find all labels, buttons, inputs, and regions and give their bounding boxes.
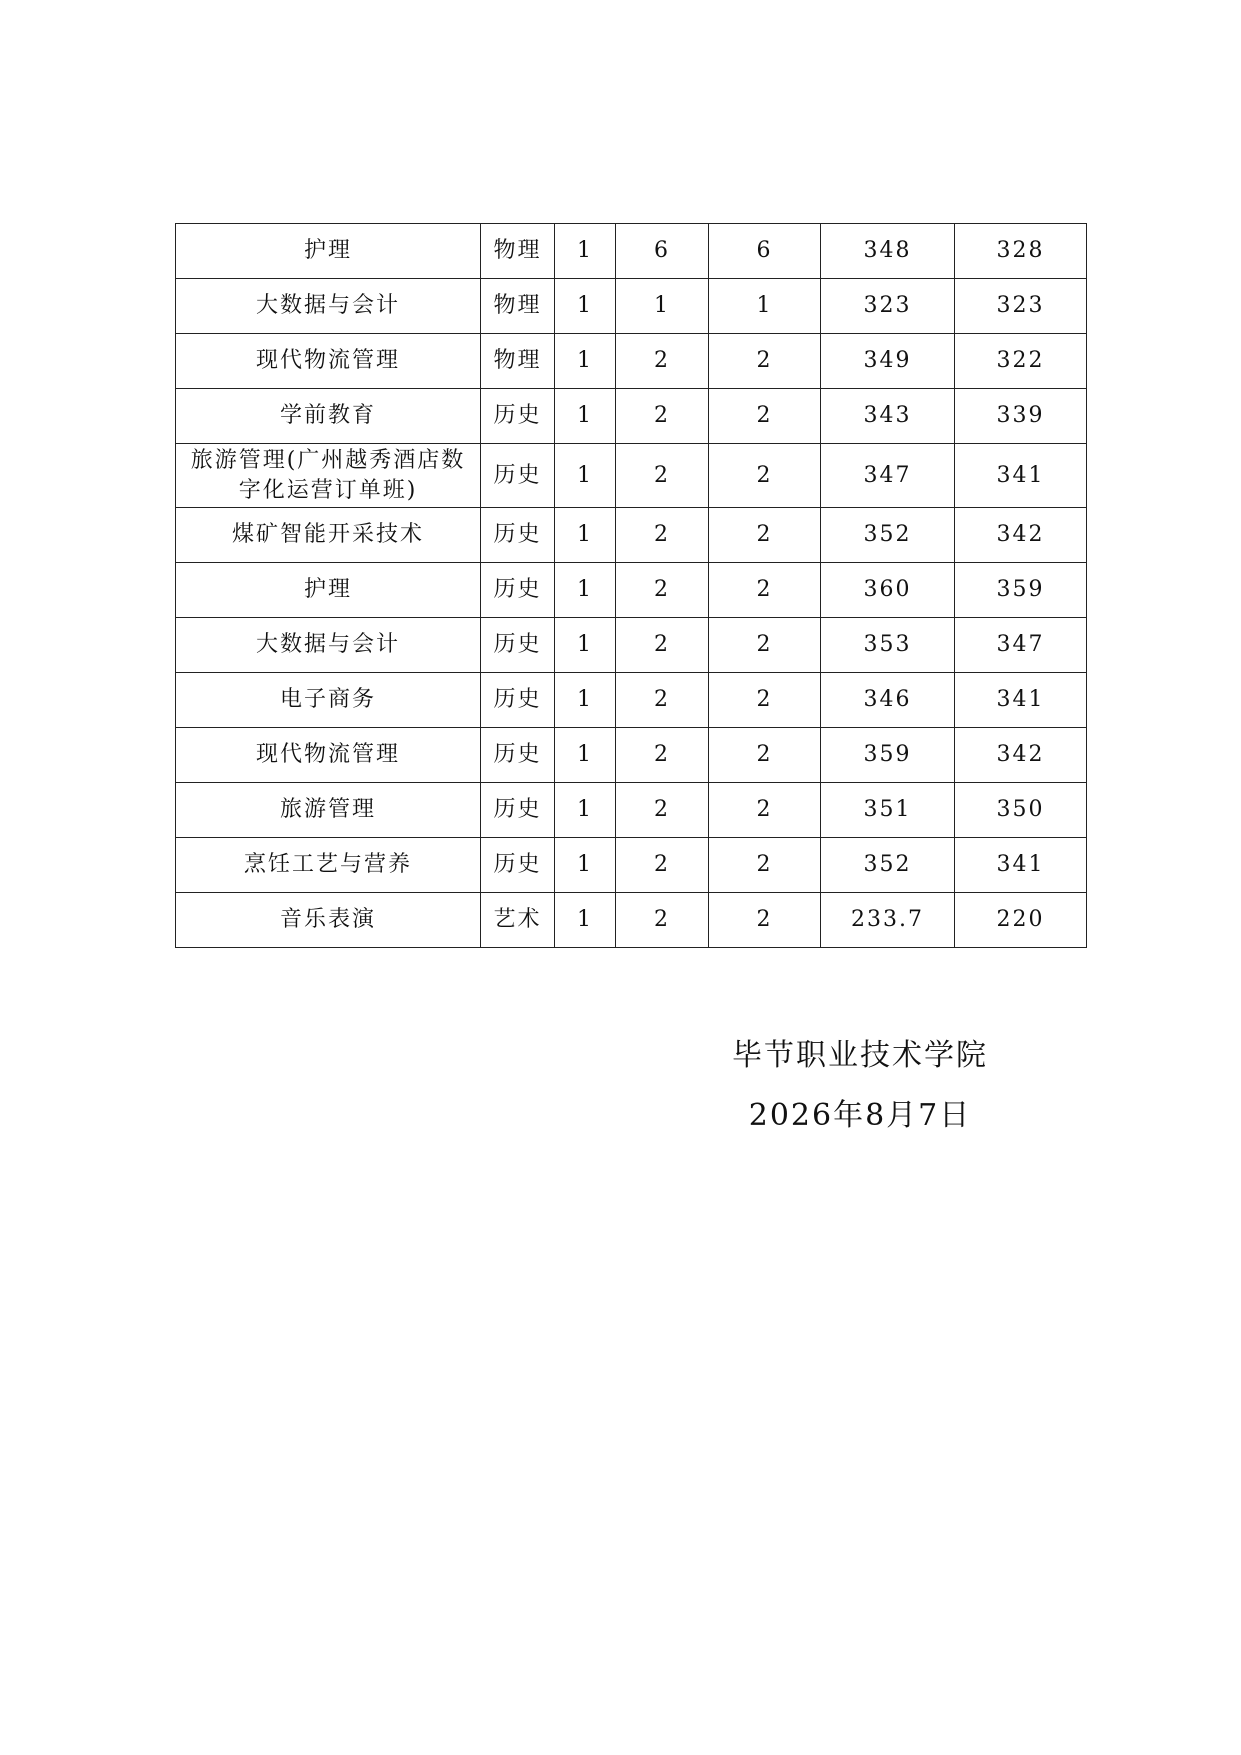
cell-subject: 历史 [481,783,555,838]
cell-plan: 2 [616,389,709,444]
cell-major: 煤矿智能开采技术 [176,508,481,563]
cell-major: 护理 [176,563,481,618]
cell-subject: 历史 [481,728,555,783]
cell-max-score: 360 [821,563,955,618]
cell-subject: 历史 [481,444,555,508]
cell-max-score: 352 [821,838,955,893]
cell-plan: 2 [616,444,709,508]
cell-major: 电子商务 [176,673,481,728]
cell-subject: 历史 [481,563,555,618]
cell-max-score: 347 [821,444,955,508]
cell-subject: 历史 [481,389,555,444]
cell-admitted: 2 [709,334,821,389]
cell-min-score: 322 [955,334,1087,389]
table-row [176,563,1087,618]
cell-min-score: 328 [955,224,1087,279]
cell-batch: 1 [555,224,616,279]
cell-min-score: 350 [955,783,1087,838]
cell-plan: 6 [616,224,709,279]
cell-batch: 1 [555,783,616,838]
cell-batch: 1 [555,334,616,389]
cell-admitted: 2 [709,838,821,893]
cell-admitted: 2 [709,563,821,618]
cell-admitted: 2 [709,508,821,563]
cell-batch: 1 [555,444,616,508]
cell-plan: 2 [616,783,709,838]
cell-major: 学前教育 [176,389,481,444]
cell-subject: 历史 [481,673,555,728]
cell-min-score: 341 [955,673,1087,728]
cell-plan: 2 [616,673,709,728]
cell-major: 音乐表演 [176,893,481,948]
cell-min-score: 341 [955,838,1087,893]
table-row [176,893,1087,948]
cell-min-score: 323 [955,279,1087,334]
cell-max-score: 351 [821,783,955,838]
cell-batch: 1 [555,508,616,563]
cell-max-score: 353 [821,618,955,673]
cell-admitted: 2 [709,444,821,508]
cell-batch: 1 [555,728,616,783]
cell-plan: 2 [616,563,709,618]
cell-subject: 历史 [481,618,555,673]
table-row [176,728,1087,783]
cell-plan: 2 [616,728,709,783]
cell-plan: 2 [616,618,709,673]
cell-plan: 1 [616,279,709,334]
cell-min-score: 220 [955,893,1087,948]
cell-min-score: 347 [955,618,1087,673]
cell-batch: 1 [555,893,616,948]
cell-major: 烹饪工艺与营养 [176,838,481,893]
cell-major: 护理 [176,224,481,279]
cell-min-score: 339 [955,389,1087,444]
cell-max-score: 359 [821,728,955,783]
cell-min-score: 342 [955,508,1087,563]
cell-batch: 1 [555,838,616,893]
table-row [176,224,1087,279]
cell-min-score: 341 [955,444,1087,508]
cell-max-score: 346 [821,673,955,728]
cell-major: 现代物流管理 [176,728,481,783]
cell-max-score: 348 [821,224,955,279]
table-row [176,334,1087,389]
cell-admitted: 2 [709,728,821,783]
cell-max-score: 343 [821,389,955,444]
signing-date: 2026年8月7日 [748,1098,972,1133]
table-row [176,444,1087,508]
cell-max-score: 352 [821,508,955,563]
table-row [176,618,1087,673]
cell-batch: 1 [555,673,616,728]
table-row [176,279,1087,334]
table-row [176,673,1087,728]
cell-admitted: 2 [709,389,821,444]
cell-batch: 1 [555,563,616,618]
table-body [176,224,1087,948]
signing-organization: 毕节职业技术学院 [732,1038,988,1073]
cell-admitted: 2 [709,673,821,728]
cell-admitted: 1 [709,279,821,334]
cell-admitted: 2 [709,618,821,673]
cell-subject: 历史 [481,508,555,563]
table-row [176,389,1087,444]
table-row [176,783,1087,838]
cell-subject: 物理 [481,224,555,279]
table-row [176,838,1087,893]
cell-admitted: 2 [709,893,821,948]
cell-max-score: 349 [821,334,955,389]
cell-admitted: 2 [709,783,821,838]
cell-batch: 1 [555,618,616,673]
cell-plan: 2 [616,508,709,563]
cell-subject: 物理 [481,279,555,334]
cell-subject: 艺术 [481,893,555,948]
cell-major: 大数据与会计 [176,279,481,334]
cell-major: 大数据与会计 [176,618,481,673]
cell-batch: 1 [555,279,616,334]
cell-max-score: 323 [821,279,955,334]
cell-subject: 物理 [481,334,555,389]
cell-plan: 2 [616,893,709,948]
cell-min-score: 342 [955,728,1087,783]
cell-major: 现代物流管理 [176,334,481,389]
admission-scores-table [175,223,1087,948]
cell-major: 旅游管理(广州越秀酒店数字化运营订单班) [176,444,481,508]
cell-plan: 2 [616,838,709,893]
cell-batch: 1 [555,389,616,444]
cell-max-score: 233.7 [821,893,955,948]
cell-subject: 历史 [481,838,555,893]
cell-major: 旅游管理 [176,783,481,838]
cell-admitted: 6 [709,224,821,279]
cell-plan: 2 [616,334,709,389]
table-row [176,508,1087,563]
cell-min-score: 359 [955,563,1087,618]
